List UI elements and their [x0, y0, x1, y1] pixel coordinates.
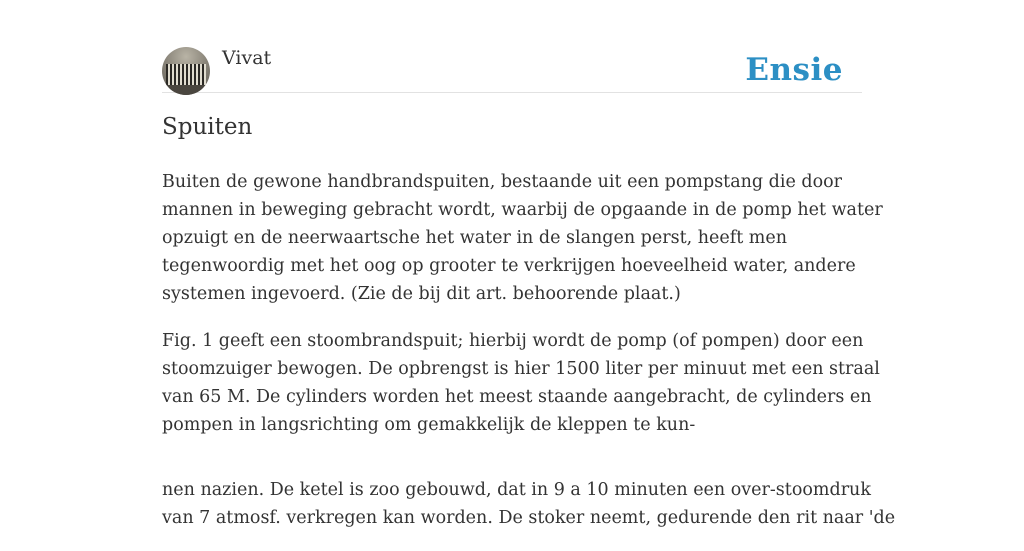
shelf-icon: [162, 85, 210, 95]
paragraph-2: [162, 327, 880, 439]
text-line: van 7 atmosf. verkregen kan worden. De stoker neemt, gedurende den rit naar 'de: [162, 508, 896, 528]
paragraph-1: [162, 168, 883, 308]
ensie-logo[interactable]: Ensie: [745, 52, 843, 88]
article-body: [162, 168, 896, 551]
author-name[interactable]: Vivat: [222, 47, 272, 69]
text-line: systemen ingevoerd. (Zie de bij dit art. behoorende plaat.): [162, 284, 681, 304]
text-line: van 65 M. De cylinders worden het meest staande aangebracht, de cylinders en: [162, 387, 872, 407]
site-header: [162, 40, 862, 93]
bookshelf-icon: [166, 64, 206, 86]
text-line: Buiten de gewone handbrandspuiten, bestaande uit een pompstang die door: [162, 172, 843, 192]
paragraph-3: [162, 476, 896, 532]
text-line: stoomzuiger bewogen. De opbrengst is hier 1500 liter per minuut met een straal: [162, 359, 880, 379]
article-title: Spuiten: [162, 114, 253, 140]
text-line: opzuigt en de neerwaartsche het water in de slangen perst, heeft men: [162, 228, 788, 248]
text-line: mannen in beweging gebracht wordt, waarbij de opgaande in de pomp het water: [162, 200, 883, 220]
text-line: tegenwoordig met het oog op grooter te verkrijgen hoeveelheid water, andere: [162, 256, 856, 276]
text-line: nen nazien. De ketel is zoo gebouwd, dat in 9 a 10 minuten een over-stoomdruk: [162, 480, 871, 500]
text-line: pompen in langsrichting om gemakkelijk de kleppen te kun-: [162, 415, 696, 435]
author-avatar[interactable]: [162, 47, 210, 95]
text-line: Fig. 1 geeft een stoombrandspuit; hierbij wordt de pomp (of pompen) door een: [162, 331, 864, 351]
